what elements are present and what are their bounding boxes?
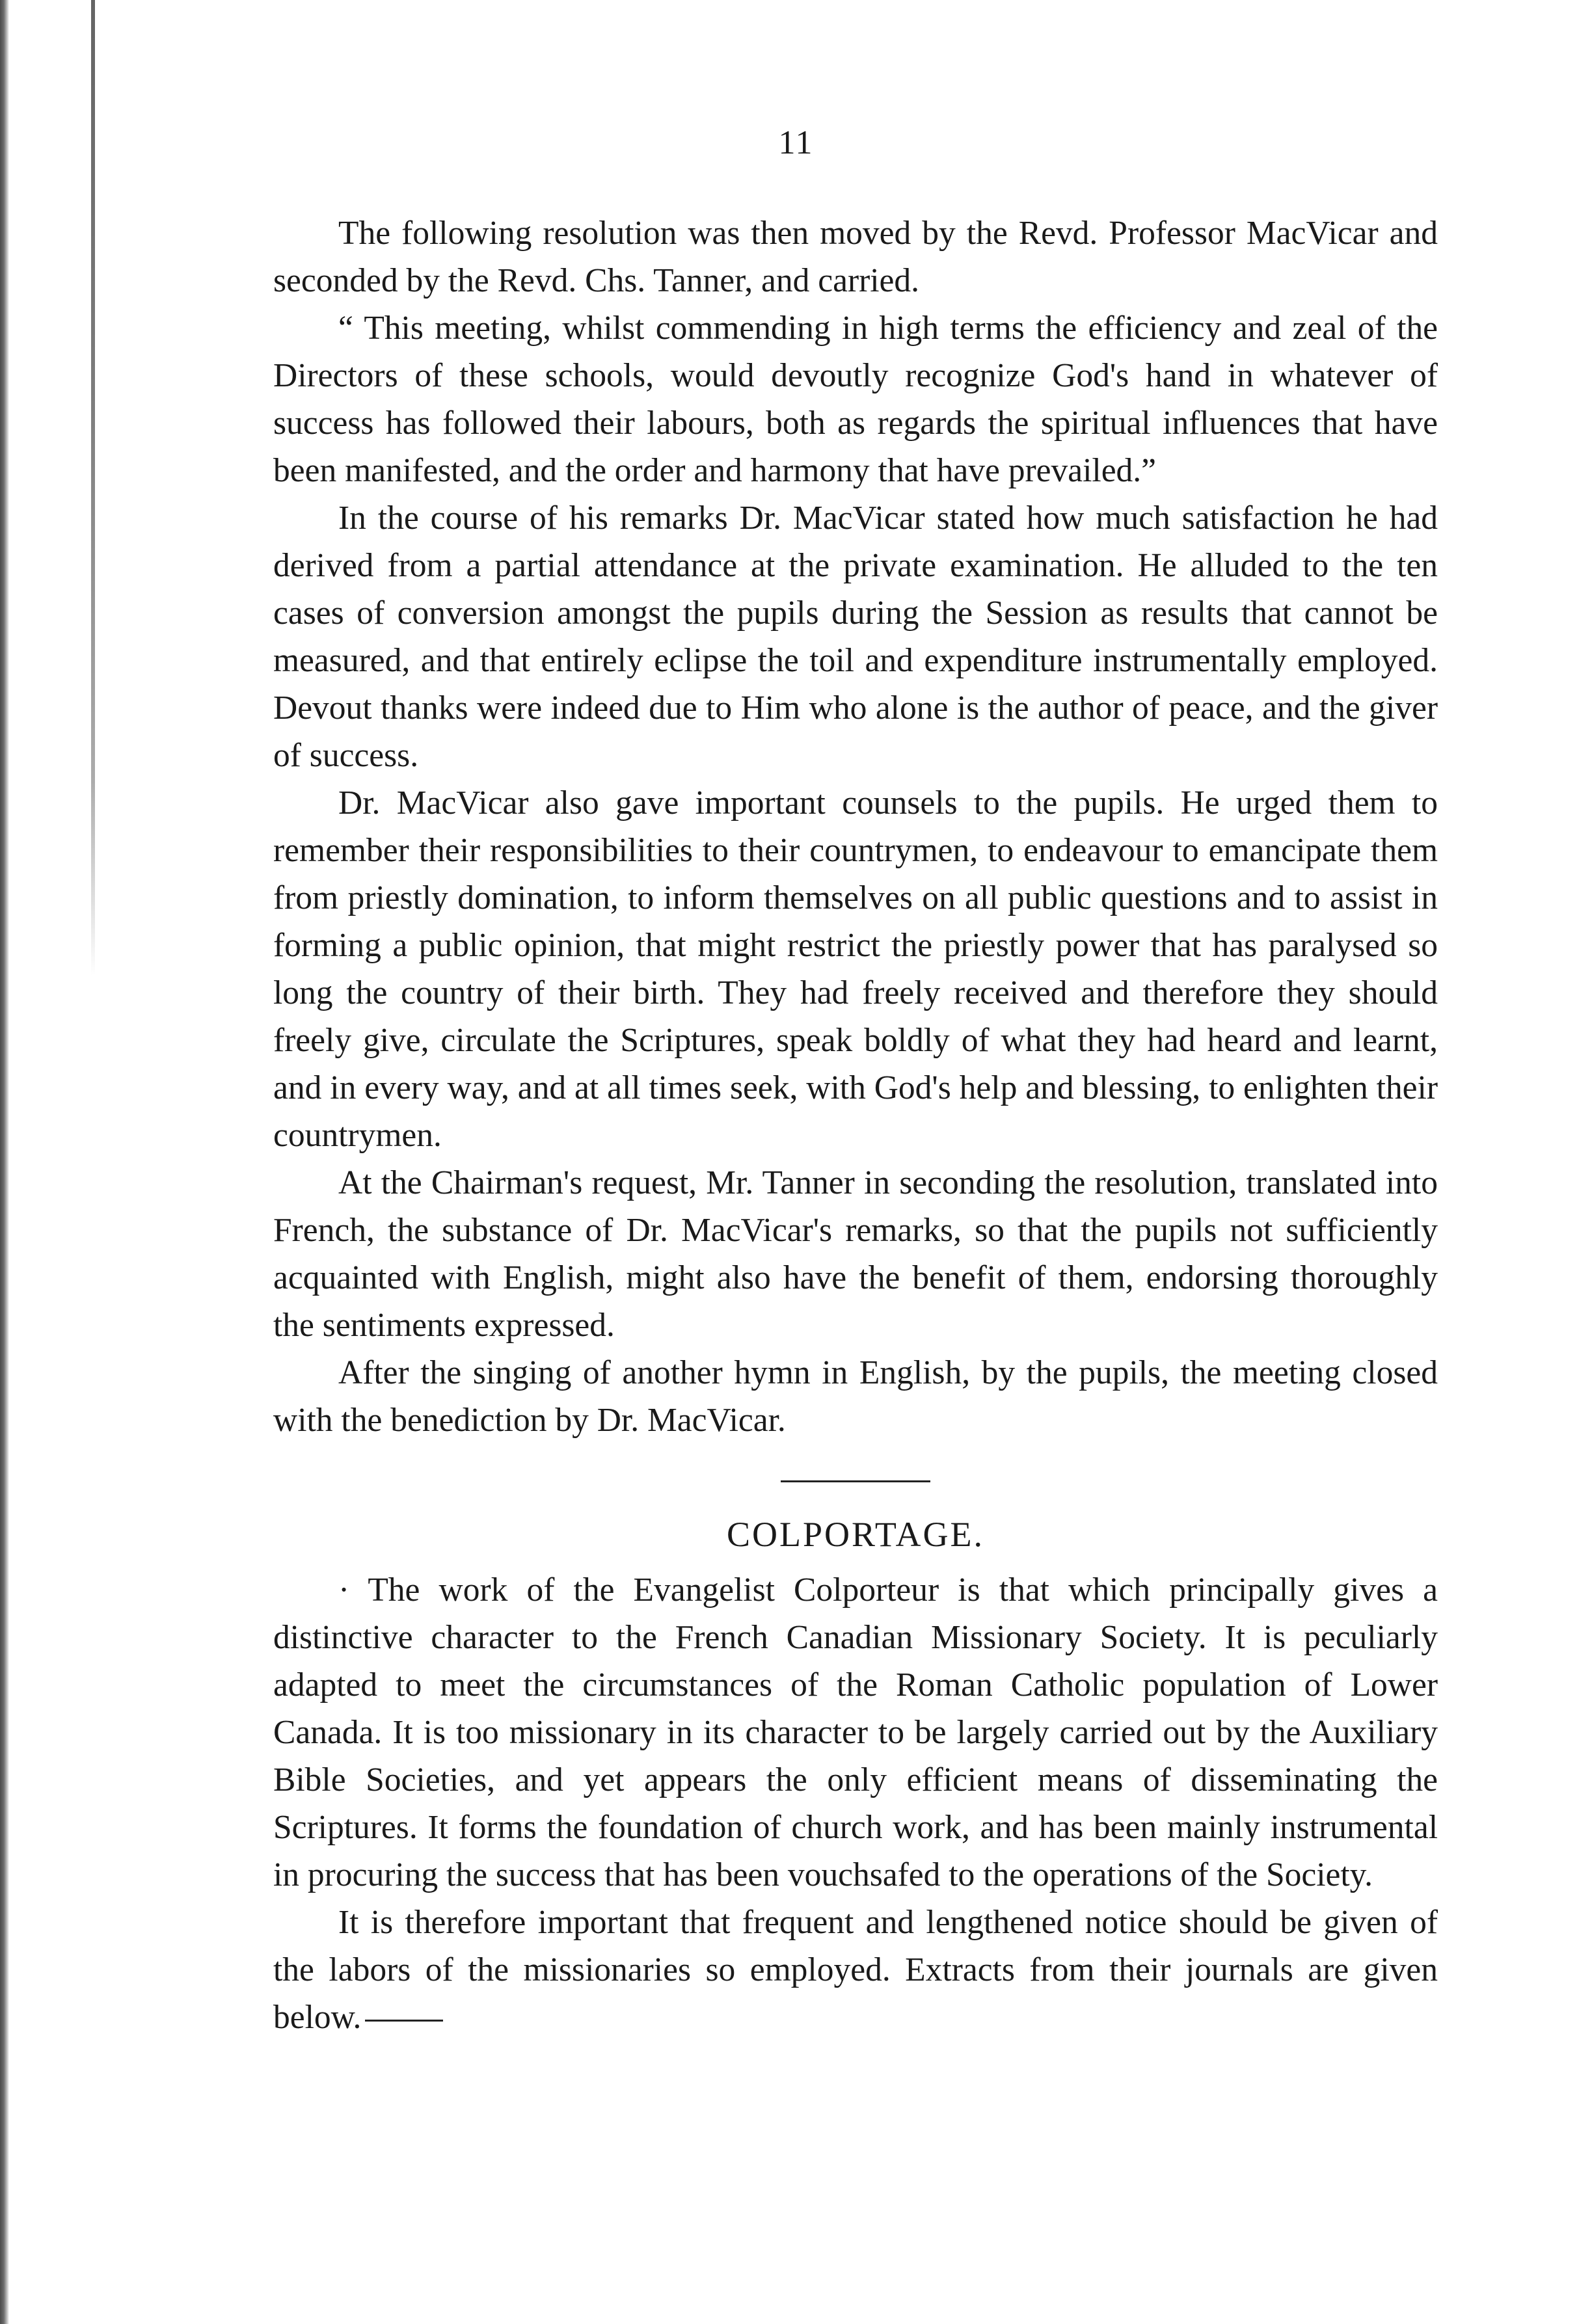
paragraph-resolution-intro: The following resolution was then moved by the Revd. Professor MacVicar and seconded by the Revd. Chs. Tanner, and carried. [273,215,1438,299]
paragraph-journal-extracts [273,1899,1438,2041]
paragraph-macvicar-counsels: Dr. MacVicar also gave important counsels to the pupils. He urged them to remember their responsibilities to their countrymen, to endeavour to emancipate them from priestly domination, to inform themselves on all public questions and to assist in forming a public opinion, that might restrict the priestly power that has paralysed so long the country of their birth. They had freely received and therefore they should freely give, circulate the Scriptures, speak boldly of what they had heard and learnt, and in every way, and at all times seek, with God's help and blessing, to enlighten their countrymen. [273,784,1438,1154]
paragraph-meeting-closed: After the singing of another hymn in English, by the pupils, the meeting closed with the benediction by Dr. MacVicar. [273,1354,1438,1439]
page-binding-shadow [0,0,9,2324]
journal-extracts-text: It is therefore important that frequent and lengthened notice should be given of the labors of the missionaries so employed. Extracts from their journals are given below. [273,1904,1438,2036]
page-body [273,209,1438,2041]
paragraph-macvicar-remarks: In the course of his remarks Dr. MacVicar stated how much satisfaction he had derived from a partial attendance at the private examination. He alluded to the ten cases of conversion amongst the pupils during the Session as results that cannot be measured, and that entirely eclipse the toil and expenditure instrumentally employed. Devout thanks were indeed due to Him who alone is the author of peace, and the giver of success. [273,500,1438,774]
page-number: 11 [778,124,814,161]
section-divider [781,1480,930,1482]
paragraph-resolution-quote: “ This meeting, whilst commending in high terms the efficiency and zeal of the Directors of these schools, would devoutly recognize God's hand in whatever of success has followed their labours, both as regards the spiritual influences that have been manifested, and the order and harmony that have prevailed.” [273,310,1438,489]
paragraph-tanner-translation: At the Chairman's request, Mr. Tanner in seconding the resolution, translated into French, the substance of Dr. MacVicar's remarks, so that the pupils not sufficiently acquainted with English, might also have the benefit of them, endorsing thoroughly the sentiments expressed. [273,1164,1438,1344]
paragraph-colporteur-work: · The work of the Evangelist Colporteur is that which principally gives a distinctive character to the French Canadian Missionary Society. It is peculiarly adapted to meet the circumstances of the Roman Catholic population of Lower Canada. It is too missionary in its character to be largely carried out by the Auxiliary Bible Societies, and yet appears the only efficient means of disseminating the Scriptures. It forms the foundation of church work, and has been mainly instrumental in procuring the success that has been vouchsafed to the operations of the Society. [273,1571,1438,1893]
trailing-dash-rule [365,2020,443,2022]
section-heading-colportage: COLPORTAGE. [727,1515,984,1554]
